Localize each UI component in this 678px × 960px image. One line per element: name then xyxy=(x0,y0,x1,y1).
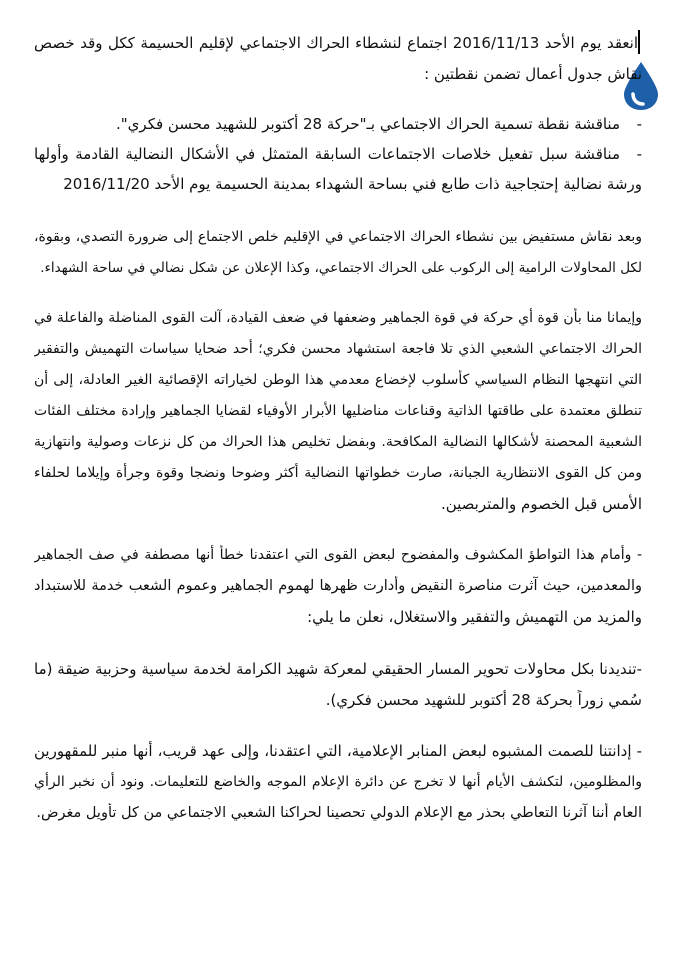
paragraph-intro-line-1: انعقد يوم الأحد 2016/11/13 اجتماع لنشطاء الحراك الاجتماعي لإقليم الحسيمة ككل وقد خصص xyxy=(34,34,638,52)
paragraph-belief-line-6: ومن كل القوى الانتظارية الجبانة، صارت خطواتها النضالية أكثر وضوحا ونضجا وقوة وجرأة وإيلاما لحلفاء xyxy=(34,465,642,481)
bullet-marker: - xyxy=(636,115,642,133)
paragraph-discussion-line-2: لكل المحاولات الرامية إلى الركوب على الحراك الاجتماعي، وكذا الإعلان عن شكل نضالي في ساحة الشهداء. xyxy=(40,260,642,276)
paragraph-collusion-line-2: والمعدمين، حيث آثرت مناصرة النقيض وأدارت ظهرها لهموم الجماهير وعموم الشعب خدمة للاستبداد xyxy=(34,578,642,594)
paragraph-condemnation-line-2: والمظلومين، لتكشف الأيام أنها لا تخرج عن دائرة الإعلام الموجه والخاضع للتعليمات. ونود أن نخبر الرأي xyxy=(34,774,642,790)
paragraph-condemnation-line-3: العام أننا آثرنا التعاطي بحذر مع الإعلام الدولي تحصينا لحراكنا الشعبي الاجتماعي من كل تأويل مغرض. xyxy=(36,805,642,821)
agenda-item-2-line-1: مناقشة سبل تفعيل خلاصات الاجتماعات السابقة المتمثل في الأشكال النضالية القادمة وأولها xyxy=(34,145,620,163)
text-cursor xyxy=(638,30,640,54)
paragraph-collusion-line-3: والمزيد من التهميش والتفقير والاستغلال، نعلن ما يلي: xyxy=(307,608,642,626)
agenda-item-2-line-2: ورشة نضالية إحتجاجية ذات طابع فني بساحة الشهداء بمدينة الحسيمة يوم الأحد 2016/11/20 xyxy=(63,175,642,193)
bullet-marker: - xyxy=(636,145,642,163)
paragraph-collusion-line-1: - وأمام هذا التواطؤ المكشوف والمفضوح لبعض القوى التي اعتقدنا خطأ أنها مصطفة في صف الجماهير xyxy=(34,547,642,563)
agenda-item-1: مناقشة نقطة تسمية الحراك الاجتماعي بـ"حركة 28 أكتوبر للشهيد محسن فكري". xyxy=(116,115,620,133)
paragraph-denunciation-line-1: -تنديدنا بكل محاولات تحوير المسار الحقيقي لمعركة شهيد الكرامة لخدمة سياسية وحزبية ضيقة (ما xyxy=(34,660,642,678)
paragraph-belief-line-2: الحراك الاجتماعي الشعبي الذي تلا فاجعة استشهاد محسن فكري؛ أحد ضحايا سياسات التهميش والتفقير xyxy=(34,341,642,357)
paragraph-belief-line-7: الأمس قبل الخصوم والمتربصين. xyxy=(440,495,642,513)
paragraph-belief-line-1: وإيمانا منا بأن قوة أي حركة في قوة الجماهير وضعفها في ضعف القيادة، آلت القوى المناضلة والفاعلة في xyxy=(34,310,642,326)
paragraph-intro-line-2: نقاش جدول أعمال تضمن نقطتين : xyxy=(424,65,642,83)
paragraph-denunciation-line-2: سُمي زوراً بحركة 28 أكتوبر للشهيد محسن فكري). xyxy=(325,691,642,709)
paragraph-belief-line-5: الشعبية المحصنة لأشكالها النضالية المكافحة. وبفضل تخليص هذا الحراك من كل نزعات وصولية وانتهازية xyxy=(34,434,642,450)
paragraph-belief-line-3: التي انتهجها النظام السياسي كأسلوب لإخضاع معدمي هذا الوطن لخياراته الإقصائية الغير العادلة، إلى أن xyxy=(34,372,642,388)
paragraph-discussion-line-1: وبعد نقاش مستفيض بين نشطاء الحراك الاجتماعي في الإقليم خلص الاجتماع إلى ضرورة التصدي، وبقوة، xyxy=(34,229,642,245)
paragraph-condemnation-line-1: - إدانتنا للصمت المشبوه لبعض المنابر الإعلامية، التي اعتقدنا، وإلى عهد قريب، أنها منبر للمقهورين xyxy=(34,742,642,760)
paragraph-belief-line-4: تنطلق معتمدة على طاقتها الذاتية وقناعات مناضليها الأبرار الأوفياء لقضايا الجماهير وإرادة مختلف الفئات xyxy=(34,403,642,419)
